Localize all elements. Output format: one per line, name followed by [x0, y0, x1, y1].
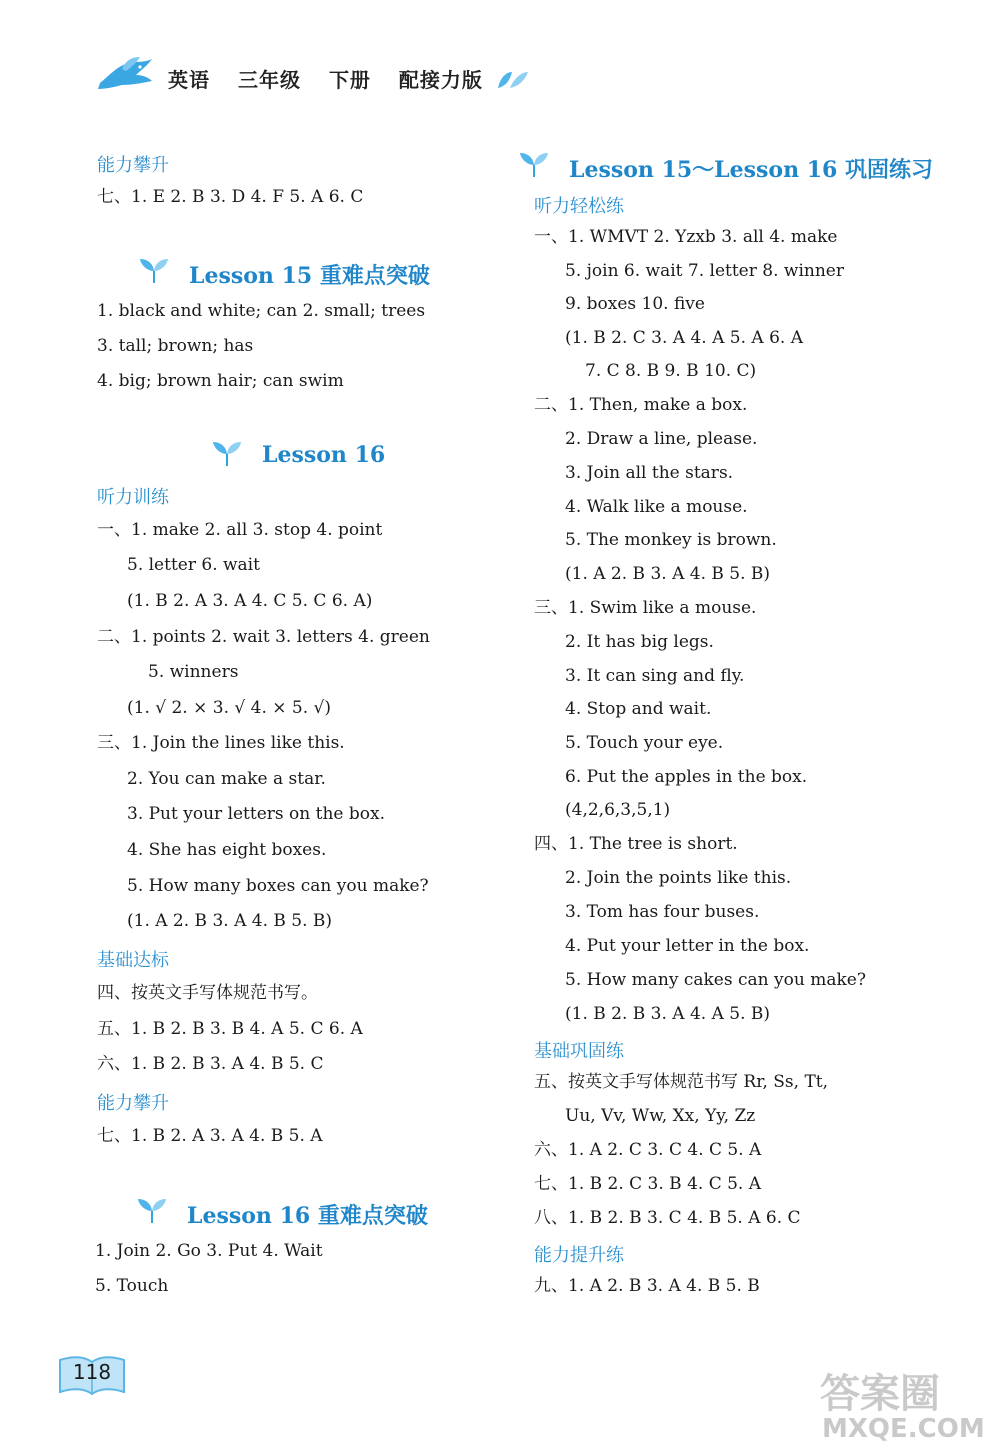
sprout-icon — [210, 440, 244, 468]
answer-line: 5. winners — [148, 662, 239, 682]
answer-line: 二、1. Then, make a box. — [534, 395, 748, 415]
volume-label: 下册 — [328, 68, 371, 92]
answer-line: 七、1. B 2. A 3. A 4. B 5. A — [97, 1126, 323, 1146]
answer-line: 2. Draw a line, please. — [565, 429, 758, 449]
answer-line: 四、1. The tree is short. — [534, 834, 738, 854]
answer-line: 1. black and white; can 2. small; trees — [97, 301, 426, 321]
page-header — [0, 0, 1000, 115]
answer-line: 6. Put the apples in the box. — [565, 767, 808, 787]
answer-line: 9. boxes 10. five — [565, 294, 705, 314]
sprout-icon — [137, 257, 171, 285]
answer-line: 5. Touch your eye. — [565, 733, 724, 753]
answer-line: 3. Join all the stars. — [565, 463, 734, 483]
section-basic: 基础达标 — [97, 950, 169, 971]
page-number-badge — [58, 1354, 126, 1394]
answer-line: 7. C 8. B 9. B 10. C) — [585, 361, 757, 381]
answer-line: 九、1. A 2. B 3. A 4. B 5. B — [534, 1276, 760, 1296]
edition-label: 配接力版 — [398, 68, 483, 92]
lesson15-key-title-text: Lesson 15 重难点突破 — [189, 263, 430, 289]
answer-line: (4,2,6,3,5,1) — [565, 800, 671, 820]
watermark — [818, 1362, 998, 1452]
answer-line: 4. Walk like a mouse. — [565, 497, 748, 517]
section-listening-easy: 听力轻松练 — [534, 196, 624, 217]
answer-line: 六、1. B 2. B 3. A 4. B 5. C — [97, 1054, 324, 1074]
answer-line: 一、1. make 2. all 3. stop 4. point — [97, 520, 383, 540]
page-number: 118 — [72, 1360, 112, 1384]
subject-label: 英语 — [168, 68, 210, 92]
answer-line: 三、1. Swim like a mouse. — [534, 598, 757, 618]
watermark-logo-text: 答案圈 — [820, 1371, 940, 1417]
lesson16-key-title — [187, 1199, 428, 1230]
answer-line: 五、1. B 2. B 3. B 4. A 5. C 6. A — [97, 1019, 363, 1039]
bird-logo-icon — [96, 55, 156, 95]
answer-line: (1. A 2. B 3. A 4. B 5. B) — [565, 564, 771, 584]
answer-line: 五、按英文手写体规范书写 Rr, Ss, Tt, — [534, 1072, 829, 1092]
grade-label: 三年级 — [237, 68, 301, 92]
answer-line: (1. √ 2. × 3. √ 4. × 5. √) — [127, 698, 331, 718]
answer-line: 一、1. WMVT 2. Yzxb 3. all 4. make — [534, 227, 838, 247]
answer-line: 3. It can sing and fly. — [565, 666, 745, 686]
answer-line: 八、1. B 2. B 3. C 4. B 5. A 6. C — [534, 1208, 801, 1228]
answer-line: 1. Join 2. Go 3. Put 4. Wait — [95, 1241, 323, 1261]
answer-line: 2. Join the points like this. — [565, 868, 792, 888]
section-ability: 能力攀升 — [97, 155, 169, 176]
sprout-icon — [517, 151, 551, 179]
answer-line: 七、1. B 2. C 3. B 4. C 5. A — [534, 1174, 762, 1194]
answer-line: 4. Stop and wait. — [565, 699, 712, 719]
consolidation-title-text: Lesson 15～Lesson 16 巩固练习 — [569, 157, 934, 183]
section-ability-improve: 能力提升练 — [534, 1245, 624, 1266]
lesson16-title — [262, 442, 385, 468]
answer-line: 5. join 6. wait 7. letter 8. winner — [565, 261, 844, 281]
consolidation-title — [569, 153, 933, 184]
section-listening: 听力训练 — [97, 487, 169, 508]
sprout-icon — [135, 1197, 169, 1225]
answer-line: 5. Touch — [95, 1276, 169, 1296]
lesson16-key-title-text: Lesson 16 重难点突破 — [187, 1203, 428, 1229]
answer-line: (1. B 2. B 3. A 4. A 5. B) — [565, 1004, 771, 1024]
answer-line: 3. Put your letters on the box. — [127, 804, 385, 824]
lesson15-key-title — [189, 259, 430, 290]
answer-line: 4. Put your letter in the box. — [565, 936, 810, 956]
answer-line: 5. The monkey is brown. — [565, 530, 777, 550]
watermark-url: MXQE.COM — [822, 1414, 985, 1444]
answer-line: (1. B 2. A 3. A 4. C 5. C 6. A) — [127, 591, 373, 611]
answer-line: 5. How many cakes can you make? — [565, 970, 866, 990]
answer-line: 四、按英文手写体规范书写。 — [97, 983, 318, 1003]
answer-line: 4. She has eight boxes. — [127, 840, 327, 860]
answer-line: 2. You can make a star. — [127, 769, 326, 789]
answer-line: Uu, Vv, Ww, Xx, Yy, Zz — [565, 1106, 756, 1126]
answer-line: 3. Tom has four buses. — [565, 902, 760, 922]
answer-line: 六、1. A 2. C 3. C 4. C 5. A — [534, 1140, 762, 1160]
leaf-decoration-icon — [496, 70, 530, 90]
answer-line: (1. B 2. C 3. A 4. A 5. A 6. A — [565, 328, 803, 348]
answer-line: 3. tall; brown; has — [97, 336, 254, 356]
answer-line: 5. letter 6. wait — [127, 555, 260, 575]
section-basic-consolidation: 基础巩固练 — [534, 1041, 624, 1062]
answer-line: (1. A 2. B 3. A 4. B 5. B) — [127, 911, 333, 931]
section-ability: 能力攀升 — [97, 1093, 169, 1114]
answer-line: 七、1. E 2. B 3. D 4. F 5. A 6. C — [97, 187, 364, 207]
answer-line: 4. big; brown hair; can swim — [97, 371, 344, 391]
answer-line: 2. It has big legs. — [565, 632, 714, 652]
book-title — [168, 64, 503, 93]
answer-line: 二、1. points 2. wait 3. letters 4. green — [97, 627, 430, 647]
answer-line: 三、1. Join the lines like this. — [97, 733, 345, 753]
lesson16-title-text: Lesson 16 — [262, 442, 386, 468]
answer-line: 5. How many boxes can you make? — [127, 876, 429, 896]
